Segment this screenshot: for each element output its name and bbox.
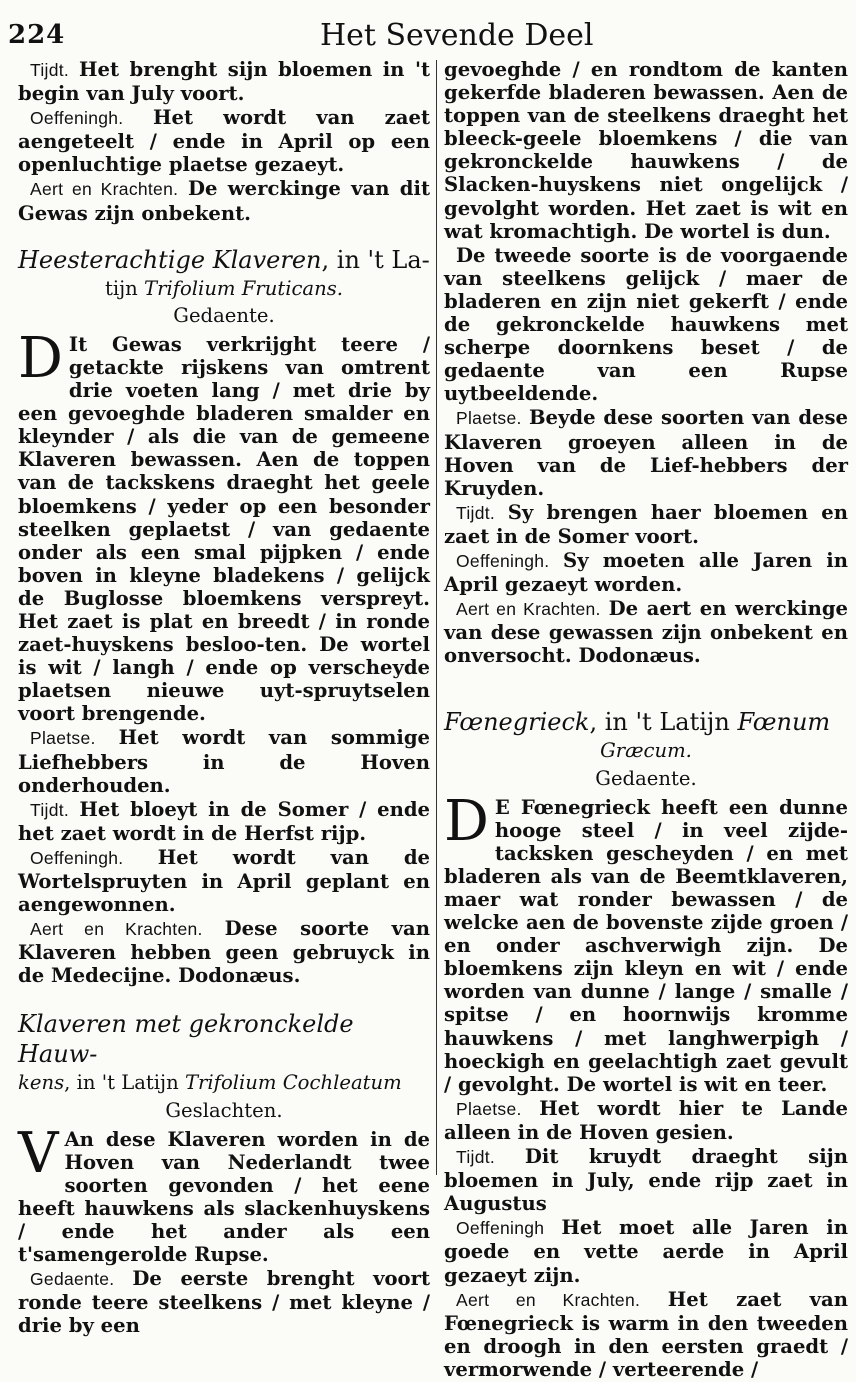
drop-cap: D <box>18 325 63 391</box>
paragraph-tijdt: Tijdt. Het bloeyt in de Somer / ende het zaet wordt in de Herfst rijp. <box>18 797 431 845</box>
section-heading-klaveren: Klaveren met gekronckelde Hauw- <box>18 1010 354 1069</box>
paragraph-oeffeningh: Oeffeningh. Het wordt van zaet aengeteelt / ende in April op een openluchtige plaetse gezaeyt. <box>18 106 430 177</box>
paragraph-oeffeningh: Oeffeningh. Sy moeten alle Jaren in April gezaeyt worden. <box>444 548 848 597</box>
paragraph-tijdt: Tijdt. Dit kruydt draeght sijn bloemen in July, ende rijp zaet in Augustus <box>444 1145 848 1216</box>
paragraph-second-kind: De tweede soorte is de voorgaende van steelkens gelijck / maer de bladeren en zijn niet gekerft / ende de gekronckelde hauwkens met scherpe doornkens beset / de gedaente van een Rupse uytbeeldende. <box>444 243 848 406</box>
paragraph-plaetse: Plaetse. Het wordt hier te Lande alleen in de Hoven gesien. <box>444 1096 848 1144</box>
paragraph-plaetse: Plaetse. Het wordt van sommige Liefhebbers in de Hoven onderhouden. <box>18 726 430 797</box>
page-number: 224 <box>8 20 66 50</box>
left-column <box>18 58 430 1339</box>
column-divider <box>436 60 437 1175</box>
paragraph-oeffeningh: Oeffeningh Het moet alle Jaren in goede en vette aerde in April gezaeyt zijn. <box>444 1216 848 1287</box>
latin-name-line: Græcum. <box>600 739 692 763</box>
drop-cap: D <box>444 788 489 854</box>
paragraph-plaetse: Plaetse. Beyde dese soorten van dese Klaveren groeyen alleen in de Hoven van de Lief-hebbers der Kruyden. <box>444 406 849 500</box>
paragraph-aert: Aert en Krachten. Het zaet van Fœnegrieck is warm in den tweeden en droogh in den eersten graedt / vermorwende / verteerende / <box>444 1287 848 1381</box>
paragraph-aert: Aert en Krachten. De aert en werckinge van dese gewassen zijn onbekent en onversocht. Dodonæus. <box>444 597 848 668</box>
latin-name-line: tijn Trifolium Fruticans. <box>104 276 344 300</box>
paragraph-aert: Aert en Krachten. Dese soorte van Klaveren hebben geen gebruyck in de Medecijne. Dodonæus. <box>18 917 430 988</box>
paragraph-tijdt: Tijdt. Sy brengen haer bloemen en zaet in de Somer voort. <box>444 500 848 548</box>
section-heading-heesterachtige: Heesterachtige Klaveren, in 't La- <box>18 245 430 274</box>
section-heading-foenegrieck: Fœnegrieck, in 't Latijn Fœnum <box>444 708 831 737</box>
page-header <box>0 0 856 56</box>
right-column <box>444 58 848 1382</box>
subheading-gedaente: Gedaente. <box>173 303 275 327</box>
subheading-gedaente: Gedaente. <box>595 766 697 790</box>
subheading-geslachten: Geslachten. <box>165 1098 283 1122</box>
paragraph-body: D It Gewas verkrijght teere / getackte rijskens van omtrent drie voeten lang / met drie by een gevoeghde bladeren smalder en kleynder / als die van de gemeene Klaveren bewassen. Aen de toppen van de tackskens draeght het geele bloemkens / yeder op een besonder steelken geplaetst / van gedaente onder als een smal pijpken / ende boven in kleyne bladekens / gelijck de Buglosse bloemkens verspreyt. Het zaet is plat en breedt / in ronde zaet-huyskens besloo-ten. De wortel is wit / langh / ende op verscheyde plaetsen nieuwe uyt-spruytselen voort brengende. <box>18 325 430 726</box>
running-title: Het Sevende Deel <box>320 18 594 53</box>
paragraph-oeffeningh: Oeffeningh. Het wordt van de Wortelspruyten in April geplant en aengewonnen. <box>18 845 431 917</box>
latin-name-line: kens, in 't Latijn Trifolium Cochleatum <box>18 1071 402 1095</box>
paragraph-body: V An dese Klaveren worden in de Hoven van Nederlandt twee soorten gevonden / het eene heeft hauwkens als slackenhuyskens / ende het ander als een t'samengerolde Rupse. <box>18 1120 430 1267</box>
paragraph-continuation: gevoeghde / en rondtom de kanten gekerfde bladeren bewassen. Aen de toppen van de steelkens draeght het bleeck-geele bloemkens / die van gekronckelde hauwkens / de Slacken-huyskens niet ongelijck / gevolght worden. Het zaet is wit en wat kromachtigh. De wortel is dun. <box>444 58 848 243</box>
paragraph-tijdt: Tijdt. Het brenght sijn bloemen in 't begin van July voort. <box>18 58 430 106</box>
drop-cap: V <box>18 1120 59 1186</box>
paragraph-gedaente: Gedaente. De eerste brenght voort ronde teere steelkens / met kleyne / drie by een <box>18 1267 431 1338</box>
paragraph-aert: Aert en Krachten. De werckinge van dit Gewas zijn onbekent. <box>18 177 430 225</box>
paragraph-body: D E Fœnegrieck heeft een dunne hooge steel / in veel zijde-tacksken gescheyden / en met bladeren als van de Beemtklaveren, maer wat ronder bewassen / de welcke aen de bovenste zijde groen / en onder aschverwigh zijn. De bloemkens zijn kleyn en wit / ende worden van dunne / lange / smalle / spitse / en hoornwijs kromme hauwkens / met langhwerpigh / hoeckigh en geelachtigh zaet gevult / gevolght. De wortel is wit en teer. <box>444 788 848 1096</box>
